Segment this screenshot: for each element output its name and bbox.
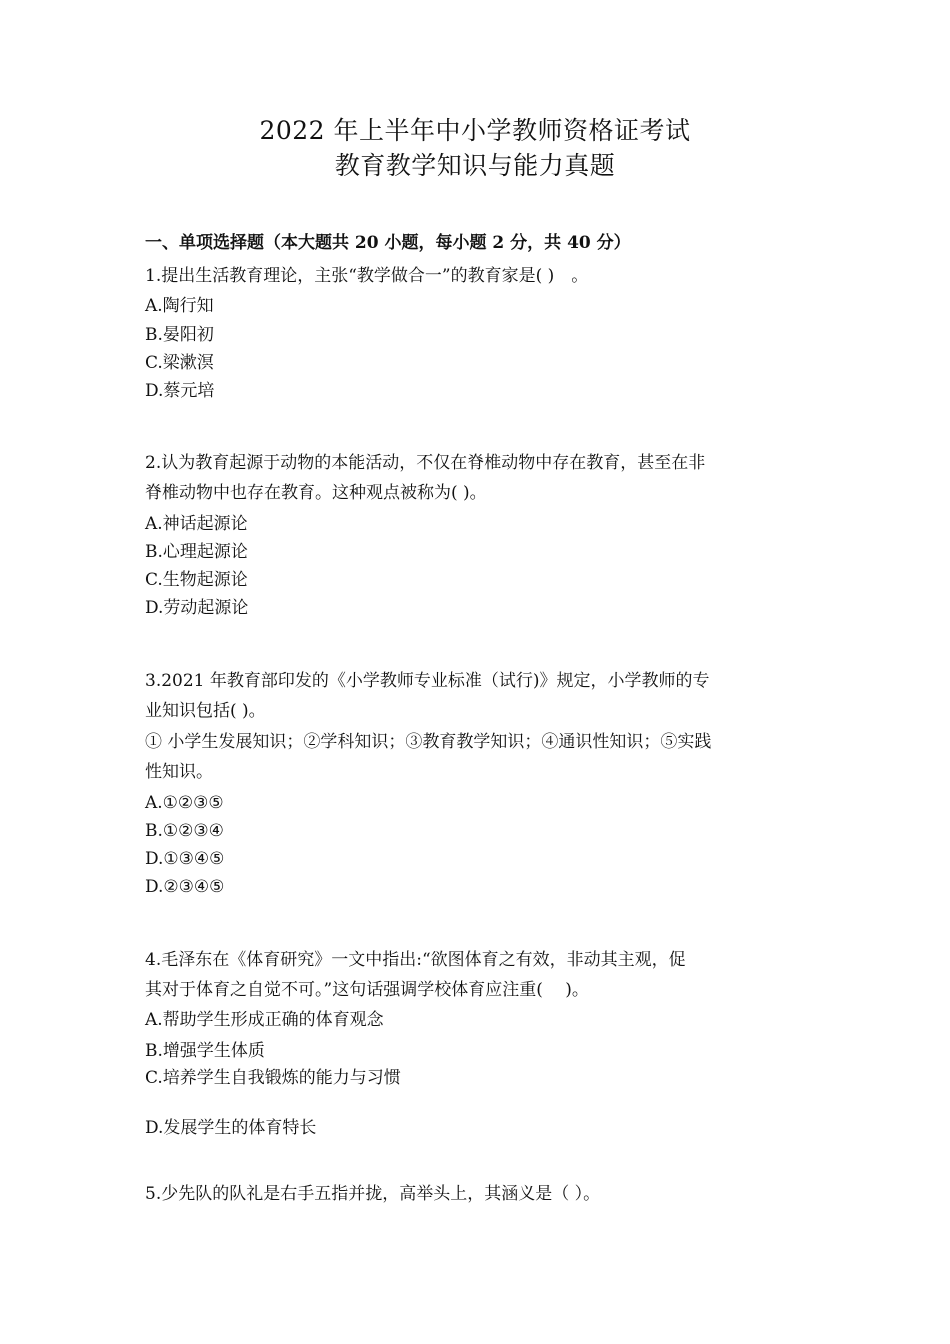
question-3-stem: 3.2021 年教育部印发的《小学教师专业标准（试行)》规定，小学教师的专 <box>145 671 710 691</box>
question-4-option-c: C.培养学生自我锻炼的能力与习惯 <box>145 1068 401 1088</box>
question-4-stem: 4.毛泽东在《体育研究》一文中指出:“欲图体育之有效，非动其主观，促 <box>145 950 686 970</box>
question-1-option-c: C.梁漱溟 <box>145 353 214 373</box>
question-4-option-a: A.帮助学生形成正确的体育观念 <box>145 1010 384 1030</box>
question-3-items: ① 小学生发展知识；②学科知识；③教育教学知识；④通识性知识；⑤实践 <box>145 732 712 752</box>
question-1-option-b: B.晏阳初 <box>145 325 214 345</box>
question-2-option-b: B.心理起源论 <box>145 542 248 562</box>
question-3-option-a: A.①②③⑤ <box>145 793 224 813</box>
question-5-stem: 5.少先队的队礼是右手五指并拢，高举头上，其涵义是（ ）。 <box>145 1184 601 1204</box>
question-3-stem-cont: 业知识包括( )。 <box>145 701 266 721</box>
question-2-option-c: C.生物起源论 <box>145 570 248 590</box>
question-3-option-d1: D.①③④⑤ <box>145 849 225 869</box>
document-subtitle: 教育教学知识与能力真题 <box>334 151 616 180</box>
question-1-option-d: D.蔡元培 <box>145 381 215 401</box>
question-1-option-a: A.陶行知 <box>145 296 214 316</box>
question-4-option-b: B.增强学生体质 <box>145 1041 265 1061</box>
question-4-stem-cont: 其对于体育之自觉不可。”这句话强调学校体育应注重( )。 <box>145 980 589 1000</box>
section-heading: 一、单项选择题（本大题共 20 小题，每小题 2 分，共 40 分） <box>145 233 631 253</box>
question-3-option-b: B.①②③④ <box>145 821 224 841</box>
question-2-option-a: A.神话起源论 <box>145 514 248 534</box>
question-2-stem: 2.认为教育起源于动物的本能活动，不仅在脊椎动物中存在教育，甚至在非 <box>145 453 706 473</box>
question-2-option-d: D.劳动起源论 <box>145 598 249 618</box>
question-3-option-d2: D.②③④⑤ <box>145 877 225 897</box>
question-2-stem-cont: 脊椎动物中也存在教育。这种观点被称为( )。 <box>145 483 487 503</box>
document-title: 2022 年上半年中小学教师资格证考试 <box>259 116 691 145</box>
question-1-stem: 1.提出生活教育理论，主张“教学做合一”的教育家是( ) 。 <box>145 266 589 286</box>
question-4-option-d: D.发展学生的体育特长 <box>145 1118 317 1138</box>
question-3-items-cont: 性知识。 <box>145 762 213 782</box>
